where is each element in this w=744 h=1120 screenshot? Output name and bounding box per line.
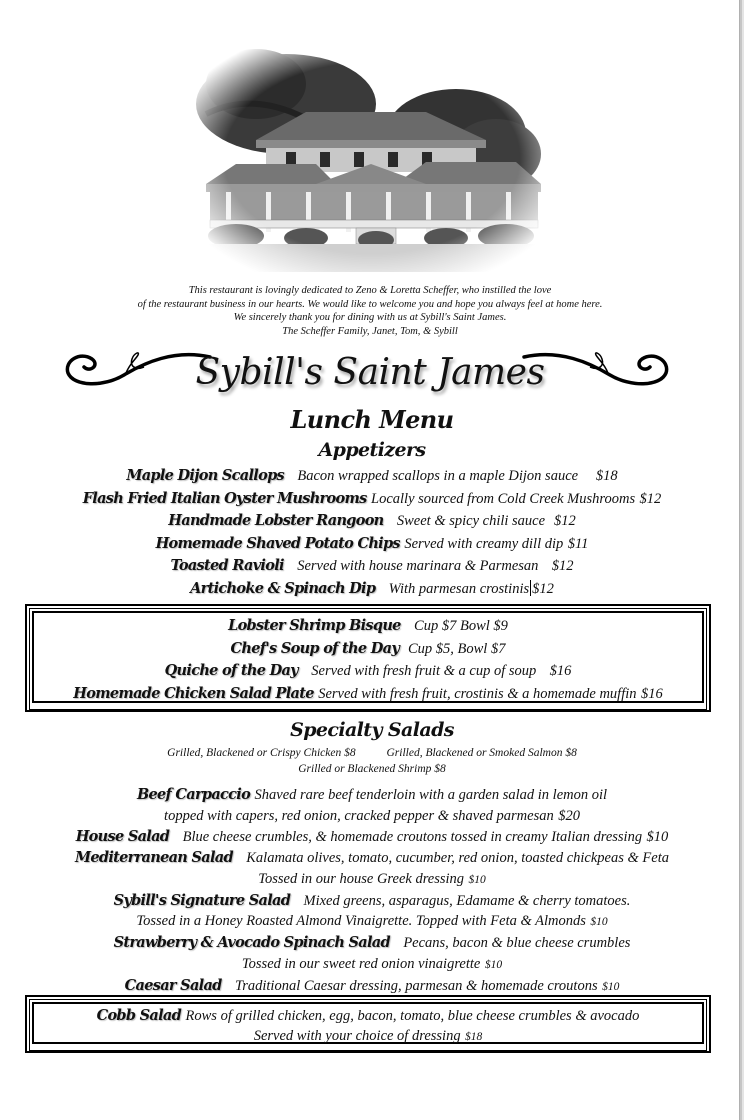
item-name: Caesar Salad [124, 977, 222, 995]
menu-item [0, 555, 744, 578]
menu-title: Lunch Menu [290, 405, 454, 434]
item-name: Chef's Soup of the Day [230, 639, 400, 657]
item-description: Served with your choice of dressing [253, 1028, 461, 1044]
item-price: $20 [558, 807, 580, 824]
dedication-line: This restaurant is lovingly dedicated to Zeno & Loretta Scheffer, who instilled the love [188, 285, 552, 296]
item-description: Rows of grilled chicken, egg, bacon, tomato, blue cheese crumbles & avocado [185, 1008, 640, 1024]
item-name: Toasted Ravioli [170, 557, 284, 575]
menu-item [0, 891, 744, 912]
house-illustration [196, 44, 548, 272]
item-description: Sweet & spicy chili sauce [396, 513, 546, 530]
item-name: Cobb Salad [96, 1007, 182, 1024]
item-description: Tossed in our house Greek dressing [258, 870, 465, 887]
item-description: Mixed greens, asparagus, Edamame & cherry tomatoes. [303, 892, 631, 909]
item-description: topped with capers, red onion, cracked pepper & shaved parmesan [164, 807, 554, 824]
item-description: Pecans, bacon & blue cheese crumbles [403, 935, 631, 952]
menu-item [0, 488, 744, 511]
item-price: $10 [646, 828, 669, 845]
menu-item [0, 933, 744, 954]
menu-item [0, 465, 744, 488]
menu-item [34, 1006, 702, 1026]
dedication-line: of the restaurant business in our hearts. We would like to welcome you and hope you always feel at home here. [137, 298, 603, 310]
menu-item-continued [0, 911, 744, 933]
item-description: Traditional Caesar dressing, parmesan & homemade croutons [234, 978, 598, 995]
item-price: $12 [532, 580, 554, 597]
menu-item [0, 827, 744, 848]
menu-item-continued [0, 806, 744, 827]
item-name: Flash Fried Italian Oyster Mushrooms [82, 489, 367, 507]
item-name: Homemade Chicken Salad Plate [73, 684, 314, 702]
item-name: Sybill's Signature Salad [113, 891, 291, 909]
appetizers-list [0, 465, 744, 601]
salads-list [0, 785, 744, 998]
item-name: Handmade Lobster Rangoon [168, 512, 384, 530]
item-price: $18 [465, 1031, 483, 1043]
item-description: Bacon wrapped scallops in a maple Dijon sauce [297, 468, 579, 484]
dedication-text [60, 284, 680, 338]
item-description: Blue cheese crumbles, & homemade croutons tossed in creamy Italian dressing [182, 828, 643, 845]
menu-item [0, 533, 744, 556]
item-description: Tossed in our sweet red onion vinaigrette [241, 956, 481, 973]
item-name: Mediterranean Salad [75, 848, 233, 866]
item-name: Homemade Shaved Potato Chips [155, 534, 400, 552]
item-price: $16 [549, 663, 572, 679]
soups-box [25, 604, 711, 712]
addon-chicken: Grilled, Blackened or Crispy Chicken $8 [167, 747, 356, 759]
menu-item-continued [0, 869, 744, 891]
item-name: Artichoke & Spinach Dip [190, 579, 376, 597]
item-name: Lobster Shrimp Bisque [228, 617, 401, 634]
item-price: $11 [567, 535, 589, 552]
item-name: Beef Carpaccio [136, 786, 251, 803]
item-name: House Salad [75, 827, 170, 845]
item-price: $18 [595, 468, 618, 484]
item-description: Cup $5, Bowl $7 [407, 640, 506, 657]
addon-salmon: Grilled, Blackened or Smoked Salmon $8 [386, 747, 577, 759]
item-price: $12 [551, 558, 574, 575]
item-price: $12 [553, 513, 576, 530]
featured-salad-box [25, 995, 711, 1053]
item-description: Locally sourced from Cold Creek Mushrooms [371, 490, 636, 507]
menu-item [34, 683, 702, 706]
protein-addons [0, 745, 744, 777]
menu-item-continued [34, 1026, 702, 1047]
item-description: Cup $7 Bowl $9 [414, 618, 508, 634]
item-name: Strawberry & Avocado Spinach Salad [113, 934, 390, 952]
menu-item [34, 615, 702, 638]
menu-item-continued [0, 954, 744, 976]
item-description: Kalamata olives, tomato, cucumber, red onion, toasted chickpeas & Feta [246, 849, 669, 866]
item-description: Served with fresh fruit, crostinis & a homemade muffin [318, 685, 637, 702]
menu-item [0, 848, 744, 869]
item-description: Shaved rare beef tenderloin with a garden salad in lemon oil [254, 787, 608, 803]
item-price: $16 [640, 685, 663, 702]
dedication-line: The Scheffer Family, Janet, Tom, & Sybill [282, 325, 458, 337]
item-name: Quiche of the Day [164, 662, 298, 679]
menu-item [0, 578, 744, 601]
restaurant-name: Sybill's Saint James [195, 352, 545, 393]
menu-item [0, 785, 744, 806]
item-price: $10 [602, 981, 620, 994]
menu-item [34, 638, 702, 661]
item-description: With parmesan crostinis [388, 580, 530, 597]
dedication-line: We sincerely thank you for dining with us at Sybill's Saint James. [233, 312, 507, 323]
menu-item [0, 510, 744, 533]
item-price: $10 [590, 916, 608, 929]
item-description: Served with creamy dill dip [404, 535, 564, 552]
section-title-salads: Specialty Salads [290, 719, 454, 741]
item-description: Tossed in a Honey Roasted Almond Vinaigrette. Topped with Feta & Almonds [136, 913, 586, 930]
menu-item [34, 660, 702, 683]
text-cursor [530, 580, 531, 596]
item-price: $10 [468, 873, 486, 886]
item-price: $12 [639, 490, 662, 507]
item-price: $10 [484, 959, 503, 972]
item-name: Maple Dijon Scallops [126, 467, 284, 484]
item-description: Served with house marinara & Parmesan [297, 558, 539, 575]
addon-shrimp: Grilled or Blackened Shrimp $8 [298, 763, 446, 775]
item-description: Served with fresh fruit & a cup of soup [311, 663, 537, 679]
section-title-appetizers: Appetizers [318, 439, 426, 461]
